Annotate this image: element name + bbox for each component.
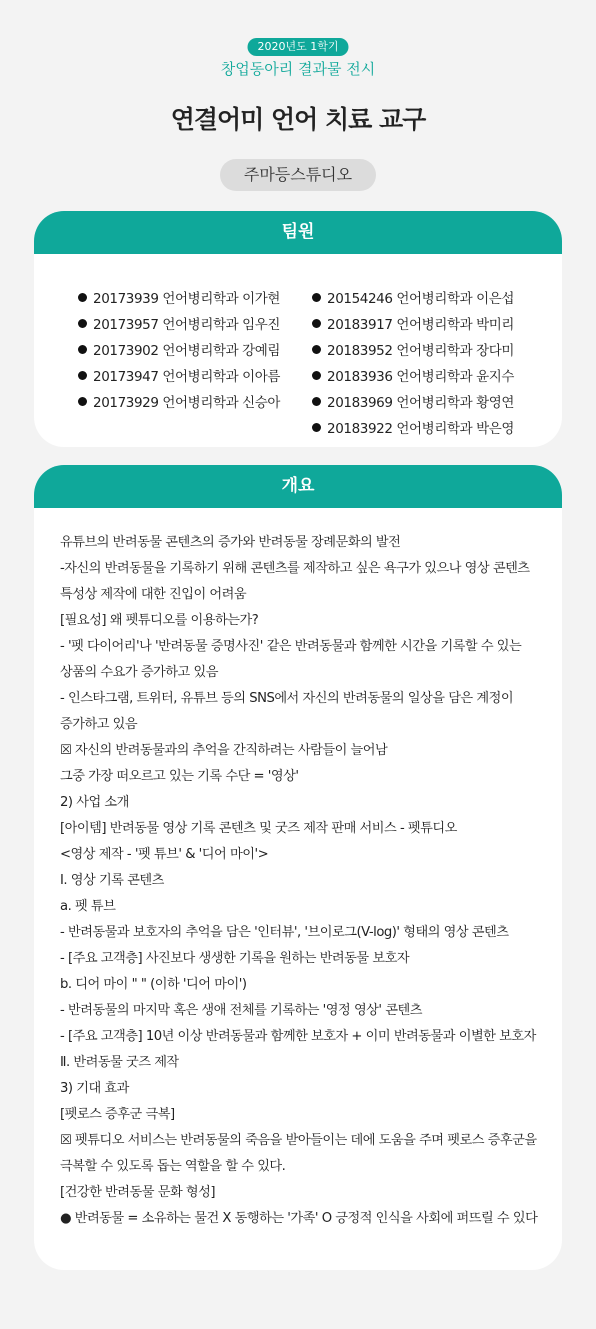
overview-line: - 반려동물의 마지막 혹은 생애 전체를 기록하는 '영정 영상' 콘텐츠: [60, 1003, 422, 1018]
overview-line: - 인스타그램, 트위터, 유튜브 등의 SNS에서 자신의 반려동물의 일상을 담은 계정이: [60, 691, 514, 706]
member-text: 20183922 언어병리학과 박은영: [327, 421, 515, 437]
member-item: [78, 388, 280, 414]
semester-badge: 2020년도 1학기: [248, 38, 349, 56]
overview-line: 유튜브의 반려동물 콘텐츠의 증가와 반려동물 장례문화의 발전: [60, 535, 401, 550]
member-item: [312, 414, 514, 440]
overview-line: [필요성] 왜 펫튜디오를 이용하는가?: [60, 613, 259, 628]
bullet-icon: [78, 371, 87, 380]
member-text: 20183936 언어병리학과 윤지수: [327, 369, 515, 385]
member-text: 20154246 언어병리학과 이은섭: [327, 291, 515, 307]
members-card: [34, 211, 562, 447]
bullet-icon: [312, 423, 321, 432]
overview-body: [34, 508, 562, 1232]
member-text: 20183952 언어병리학과 장다미: [327, 343, 515, 359]
member-text: 20173902 언어병리학과 강예림: [93, 343, 281, 359]
overview-line: ☒ 펫튜디오 서비스는 반려동물의 죽음을 받아들이는 데에 도움을 주며 펫로스 증후군을: [60, 1133, 537, 1148]
bullet-icon: [78, 319, 87, 328]
members-left-column: [78, 284, 280, 414]
member-item: [312, 310, 514, 336]
overview-line: 극복할 수 있도록 돕는 역할을 할 수 있다.: [60, 1159, 286, 1174]
members-heading: 팀원: [34, 211, 562, 254]
member-text: 20173939 언어병리학과 이가현: [93, 291, 281, 307]
overview-line: Ⅰ. 영상 기록 콘텐츠: [60, 873, 164, 888]
member-item: [312, 388, 514, 414]
overview-line: ☒ 자신의 반려동물과의 추억을 간직하려는 사람들이 늘어남: [60, 743, 388, 758]
bullet-icon: [312, 293, 321, 302]
overview-line: -자신의 반려동물을 기록하기 위해 콘텐츠를 제작하고 싶은 욕구가 있으나 영상 콘텐츠: [60, 561, 530, 576]
overview-line: b. 디어 마이 " " (이하 '디어 마이'): [60, 977, 247, 992]
bullet-icon: [78, 293, 87, 302]
bullet-icon: [78, 345, 87, 354]
bullet-icon: [312, 397, 321, 406]
bullet-icon: [312, 371, 321, 380]
members-right-column: [312, 284, 514, 440]
overview-card: [34, 465, 562, 1270]
member-item: [78, 362, 280, 388]
bullet-icon: [78, 397, 87, 406]
member-text: 20173929 언어병리학과 신승아: [93, 395, 281, 411]
bullet-icon: [312, 345, 321, 354]
overview-line: [펫로스 증후군 극복]: [60, 1107, 175, 1122]
member-item: [78, 336, 280, 362]
member-text: 20183917 언어병리학과 박미리: [327, 317, 515, 333]
overview-heading: 개요: [34, 465, 562, 508]
overview-line: <영상 제작 - '펫 튜브' & '디어 마이'>: [60, 847, 269, 862]
member-item: [312, 284, 514, 310]
member-item: [78, 284, 280, 310]
exhibit-title: 창업동아리 결과물 전시: [220, 60, 376, 78]
overview-line: 3) 기대 효과: [60, 1081, 129, 1096]
overview-line: - [주요 고객층] 10년 이상 반려동물과 함께한 보호자 + 이미 반려동물과 이별한 보호자: [60, 1029, 536, 1044]
overview-line: 특성상 제작에 대한 진입이 어려움: [60, 587, 247, 602]
overview-line: [건강한 반려동물 문화 형성]: [60, 1185, 215, 1200]
member-text: 20173957 언어병리학과 임우진: [93, 317, 281, 333]
member-text: 20183969 언어병리학과 황영연: [327, 395, 515, 411]
bullet-icon: [312, 319, 321, 328]
member-item: [312, 362, 514, 388]
overview-line: - '펫 다이어리'나 '반려동물 증명사진' 같은 반려동물과 함께한 시간을 기록할 수 있는: [60, 639, 522, 654]
overview-line: - 반려동물과 보호자의 추억을 담은 '인터뷰', '브이로그(V-log)' 형태의 영상 콘텐츠: [60, 925, 509, 940]
overview-line: [아이템] 반려동물 영상 기록 콘텐츠 및 굿즈 제작 판매 서비스 - 펫튜디오: [60, 821, 457, 836]
overview-line: - [주요 고객층] 사진보다 생생한 기록을 원하는 반려동물 보호자: [60, 951, 410, 966]
overview-line: Ⅱ. 반려동물 굿즈 제작: [60, 1055, 179, 1070]
member-text: 20173947 언어병리학과 이아름: [93, 369, 281, 385]
overview-line: a. 펫 튜브: [60, 899, 116, 914]
overview-line: ● 반려동물 = 소유하는 물건 X 동행하는 '가족' O 긍정적 인식을 사회에 퍼뜨릴 수 있다: [60, 1211, 538, 1226]
project-title: 연결어미 언어 치료 교구: [170, 105, 426, 134]
overview-line: 증가하고 있음: [60, 717, 138, 732]
overview-line: 2) 사업 소개: [60, 795, 129, 810]
overview-line: 상품의 수요가 증가하고 있음: [60, 665, 218, 680]
member-item: [78, 310, 280, 336]
team-name-pill: 주마등스튜디오: [220, 159, 376, 191]
overview-line: 그중 가장 떠오르고 있는 기록 수단 = '영상': [60, 769, 299, 784]
member-item: [312, 336, 514, 362]
